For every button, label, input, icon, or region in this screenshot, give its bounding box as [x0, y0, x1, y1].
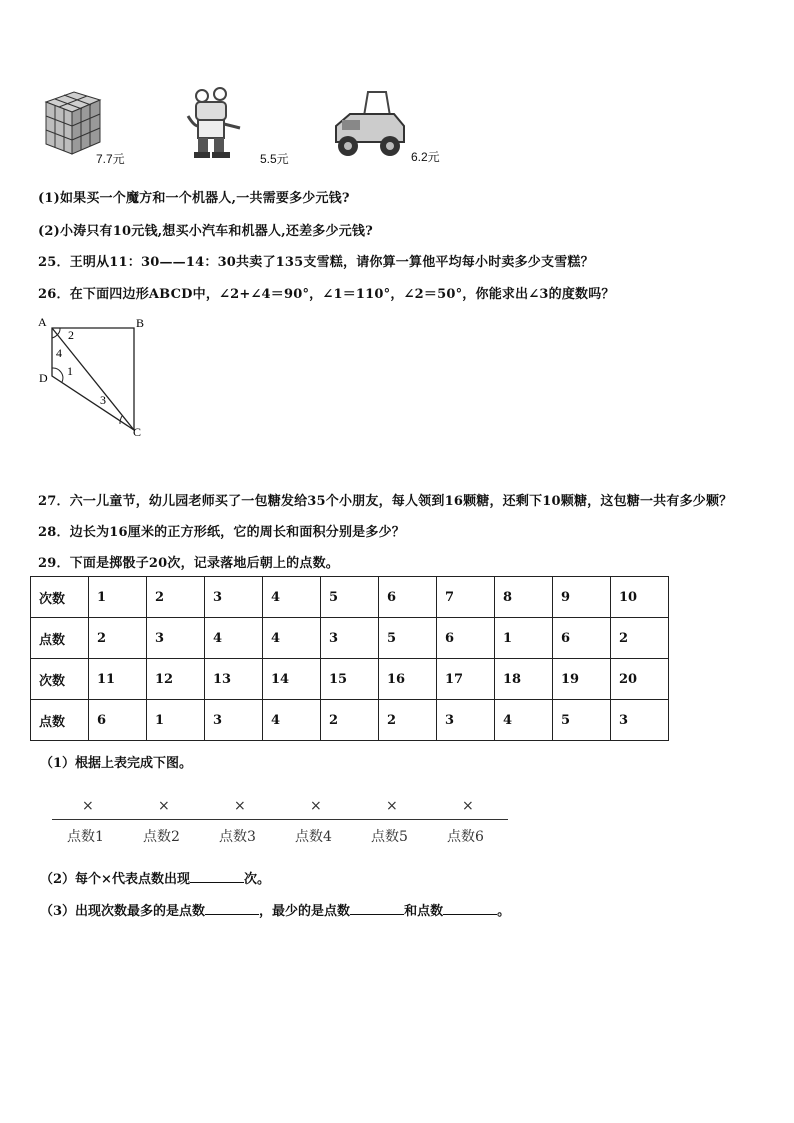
table-cell: 2 [147, 577, 205, 618]
table-cell: 13 [205, 659, 263, 700]
rubiks-cube-price: 7.7元 [96, 152, 125, 166]
answer-blank[interactable] [190, 870, 244, 883]
sub-question-3 [40, 900, 510, 919]
dice-record-table [30, 576, 669, 741]
table-cell: 6 [553, 618, 611, 659]
sub-question-2-prefix: （2）每个×代表点数出现 [40, 872, 190, 887]
table-cell: 3 [437, 700, 495, 741]
table-cell: 5 [321, 577, 379, 618]
table-cell: 1 [89, 577, 147, 618]
table-cell: 3 [205, 700, 263, 741]
sub-question-3-prefix: （3）出现次数最多的是点数 [40, 904, 206, 919]
robot-image [184, 86, 254, 162]
table-cell: 4 [205, 618, 263, 659]
table-cell: 7 [437, 577, 495, 618]
table-cell: 9 [553, 577, 611, 618]
rubiks-cube-image [40, 88, 102, 156]
question-24-1: (1)如果买一个魔方和一个机器人,一共需要多少元钱? [38, 191, 350, 206]
table-cell: 16 [379, 659, 437, 700]
dot-label: 点数3 [219, 829, 256, 845]
robot-price: 5.5元 [260, 152, 289, 166]
question-29: 29．下面是掷骰子20次，记录落地后朝上的点数。 [38, 556, 339, 571]
dot-mark: × [462, 798, 474, 814]
table-cell: 12 [147, 659, 205, 700]
question-26: 26．在下面四边形ABCD中，∠2+∠4＝90°，∠1＝110°，∠2＝50°，你能求出∠3的度数吗？ [38, 287, 615, 302]
table-cell: 4 [495, 700, 553, 741]
dot-mark: × [310, 798, 322, 814]
angle-3-label: 3 [100, 393, 106, 407]
question-27: 27．六一儿童节，幼儿园老师买了一包糖发给35个小朋友，每人领到16颗糖，还剩下10颗糖，这包糖一共有多少颗？ [38, 494, 733, 509]
table-cell: 1 [147, 700, 205, 741]
dot-label: 点数5 [371, 829, 408, 845]
dot-chart-baseline [52, 819, 508, 820]
table-cell: 11 [89, 659, 147, 700]
table-cell: 6 [89, 700, 147, 741]
table-cell: 6 [437, 618, 495, 659]
dot-mark: × [158, 798, 170, 814]
table-cell: 点数 [31, 700, 89, 741]
table-cell: 点数 [31, 618, 89, 659]
table-row [31, 577, 669, 618]
dot-label: 点数2 [143, 829, 180, 845]
vertex-d-label: D [39, 371, 48, 385]
angle-4-label: 4 [56, 346, 62, 360]
table-cell: 20 [611, 659, 669, 700]
table-cell: 1 [495, 618, 553, 659]
table-cell: 3 [611, 700, 669, 741]
toy-car-price: 6.2元 [411, 150, 440, 164]
table-cell: 18 [495, 659, 553, 700]
sub-question-3-suffix: 。 [497, 904, 511, 919]
dot-label: 点数1 [67, 829, 104, 845]
table-row [31, 700, 669, 741]
table-cell: 2 [611, 618, 669, 659]
table-cell: 3 [147, 618, 205, 659]
question-28: 28．边长为16厘米的正方形纸，它的周长和面积分别是多少？ [38, 525, 405, 540]
table-cell: 14 [263, 659, 321, 700]
toy-car-image [328, 86, 408, 162]
table-cell: 5 [379, 618, 437, 659]
vertex-c-label: C [133, 425, 142, 439]
sub-question-1: （1）根据上表完成下图。 [40, 756, 193, 771]
table-cell: 次数 [31, 577, 89, 618]
table-cell: 6 [379, 577, 437, 618]
answer-blank[interactable] [205, 902, 259, 915]
question-24-2: (2)小涛只有10元钱,想买小汽车和机器人,还差多少元钱? [38, 224, 373, 239]
sub-question-2-suffix: 次。 [243, 872, 270, 887]
vertex-a-label: A [38, 315, 47, 329]
vertex-b-label: B [136, 316, 145, 330]
table-cell: 2 [89, 618, 147, 659]
table-cell: 10 [611, 577, 669, 618]
table-cell: 4 [263, 577, 321, 618]
table-cell: 17 [437, 659, 495, 700]
table-cell: 次数 [31, 659, 89, 700]
sub-question-3-mid2: 和点数 [404, 904, 444, 919]
sub-question-3-mid1: ，最少的是点数 [259, 904, 351, 919]
answer-blank[interactable] [350, 902, 404, 915]
table-cell: 4 [263, 700, 321, 741]
dot-mark: × [386, 798, 398, 814]
table-row [31, 618, 669, 659]
table-cell: 3 [321, 618, 379, 659]
quadrilateral-figure [34, 312, 164, 444]
dot-mark: × [82, 798, 94, 814]
table-cell: 19 [553, 659, 611, 700]
table-cell: 2 [321, 700, 379, 741]
answer-blank[interactable] [443, 902, 497, 915]
dot-label: 点数4 [295, 829, 332, 845]
table-cell: 15 [321, 659, 379, 700]
table-cell: 5 [553, 700, 611, 741]
table-cell: 8 [495, 577, 553, 618]
question-25: 25．王明从11：30——14：30共卖了135支雪糕，请你算一算他平均每小时卖多少支雪糕？ [38, 255, 594, 270]
table-cell: 2 [379, 700, 437, 741]
angle-1-label: 1 [67, 364, 73, 378]
table-row [31, 659, 669, 700]
table-cell: 3 [205, 577, 263, 618]
dot-mark: × [234, 798, 246, 814]
table-cell: 4 [263, 618, 321, 659]
angle-2-label: 2 [68, 328, 74, 342]
sub-question-2 [40, 868, 270, 887]
dot-label: 点数6 [447, 829, 484, 845]
